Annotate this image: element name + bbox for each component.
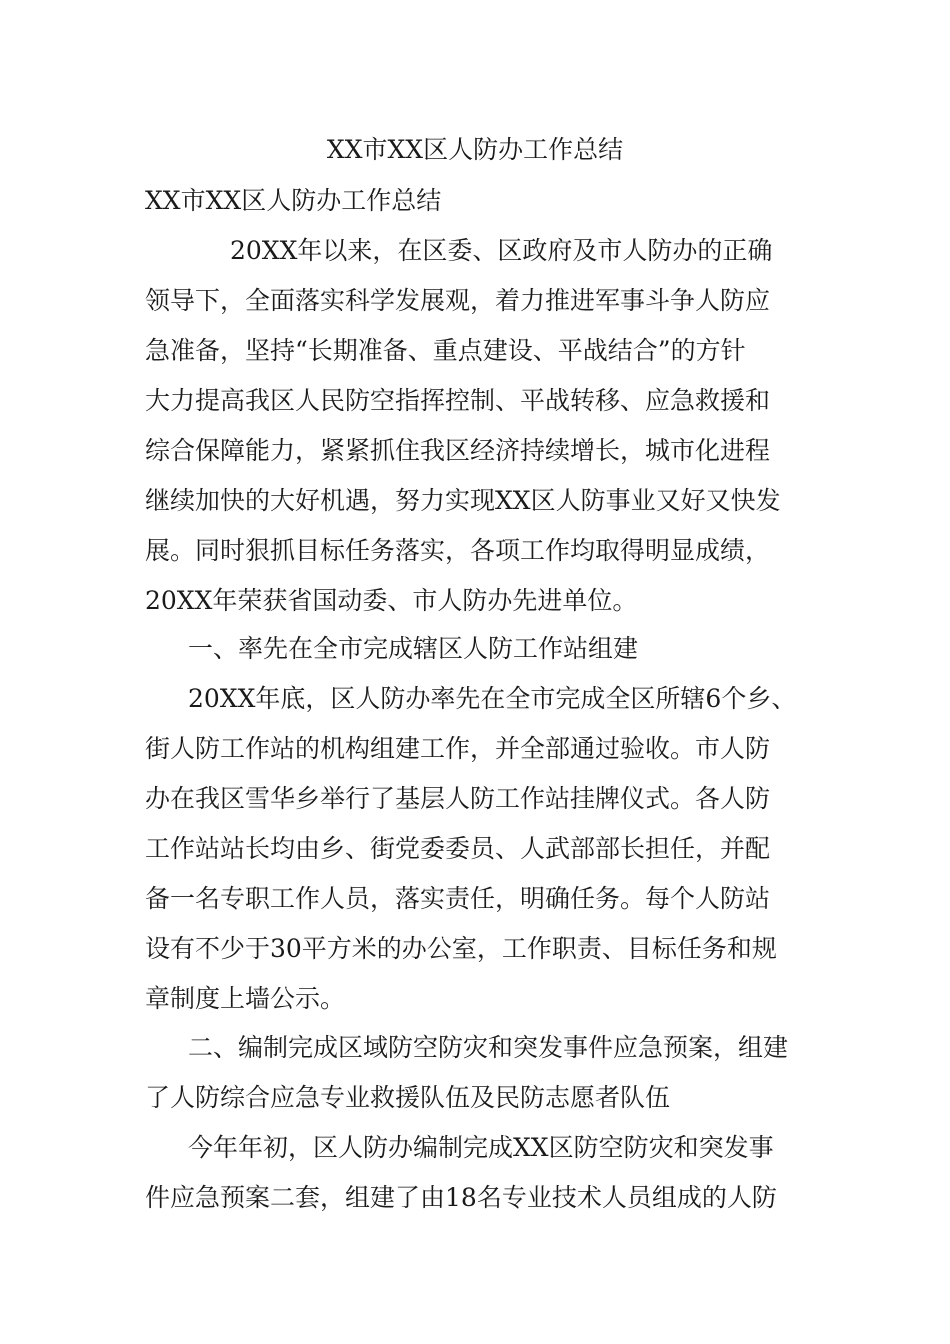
paragraph-line: 大力提高我区人民防空指挥控制、平战转移、应急救援和: [145, 386, 771, 415]
paragraph-line: 件应急预案二套，组建了由18名专业技术人员组成的人防: [145, 1183, 777, 1212]
section-heading-2-cont: 了人防综合应急专业救援队伍及民防志愿者队伍: [145, 1083, 671, 1112]
paragraph-line: 20XX年底，区人防办率先在全市完成全区所辖6个乡、: [188, 684, 797, 713]
paragraph-line: 急准备，坚持“长期准备、重点建设、平战结合”的方针: [145, 336, 746, 365]
paragraph-line: 工作站站长均由乡、街党委委员、人武部部长担任，并配: [145, 834, 771, 863]
paragraph-line: 设有不少于30平方米的办公室，工作职责、目标任务和规: [145, 934, 777, 963]
paragraph-line: 20XX年荣获省国动委、市人防办先进单位。: [145, 586, 638, 615]
section-heading-2: 二、编制完成区域防空防灾和突发事件应急预案，组建: [188, 1033, 789, 1062]
paragraph-line: 综合保障能力，紧紧抓住我区经济持续增长，城市化进程: [145, 436, 771, 465]
paragraph-line: 章制度上墙公示。: [145, 984, 346, 1013]
paragraph-line: 办在我区雪华乡举行了基层人防工作站挂牌仪式。各人防: [145, 784, 771, 813]
paragraph-line: 20XX年以来，在区委、区政府及市人防办的正确: [230, 236, 773, 265]
document-title: XX市XX区人防办工作总结: [326, 135, 624, 164]
paragraph-line: 街人防工作站的机构组建工作，并全部通过验收。市人防: [145, 734, 771, 763]
paragraph-line: 展。同时狠抓目标任务落实，各项工作均取得明显成绩，: [145, 536, 771, 565]
paragraph-line: 领导下，全面落实科学发展观，着力推进军事斗争人防应: [145, 286, 771, 315]
paragraph-line: 继续加快的大好机遇，努力实现XX区人防事业又好又快发: [145, 486, 781, 515]
paragraph-line: 今年年初，区人防办编制完成XX区防空防灾和突发事: [188, 1133, 774, 1162]
section-heading-1: 一、率先在全市完成辖区人防工作站组建: [188, 634, 639, 663]
document-subtitle: XX市XX区人防办工作总结: [145, 186, 442, 215]
paragraph-line: 备一名专职工作人员，落实责任，明确任务。每个人防站: [145, 884, 771, 913]
